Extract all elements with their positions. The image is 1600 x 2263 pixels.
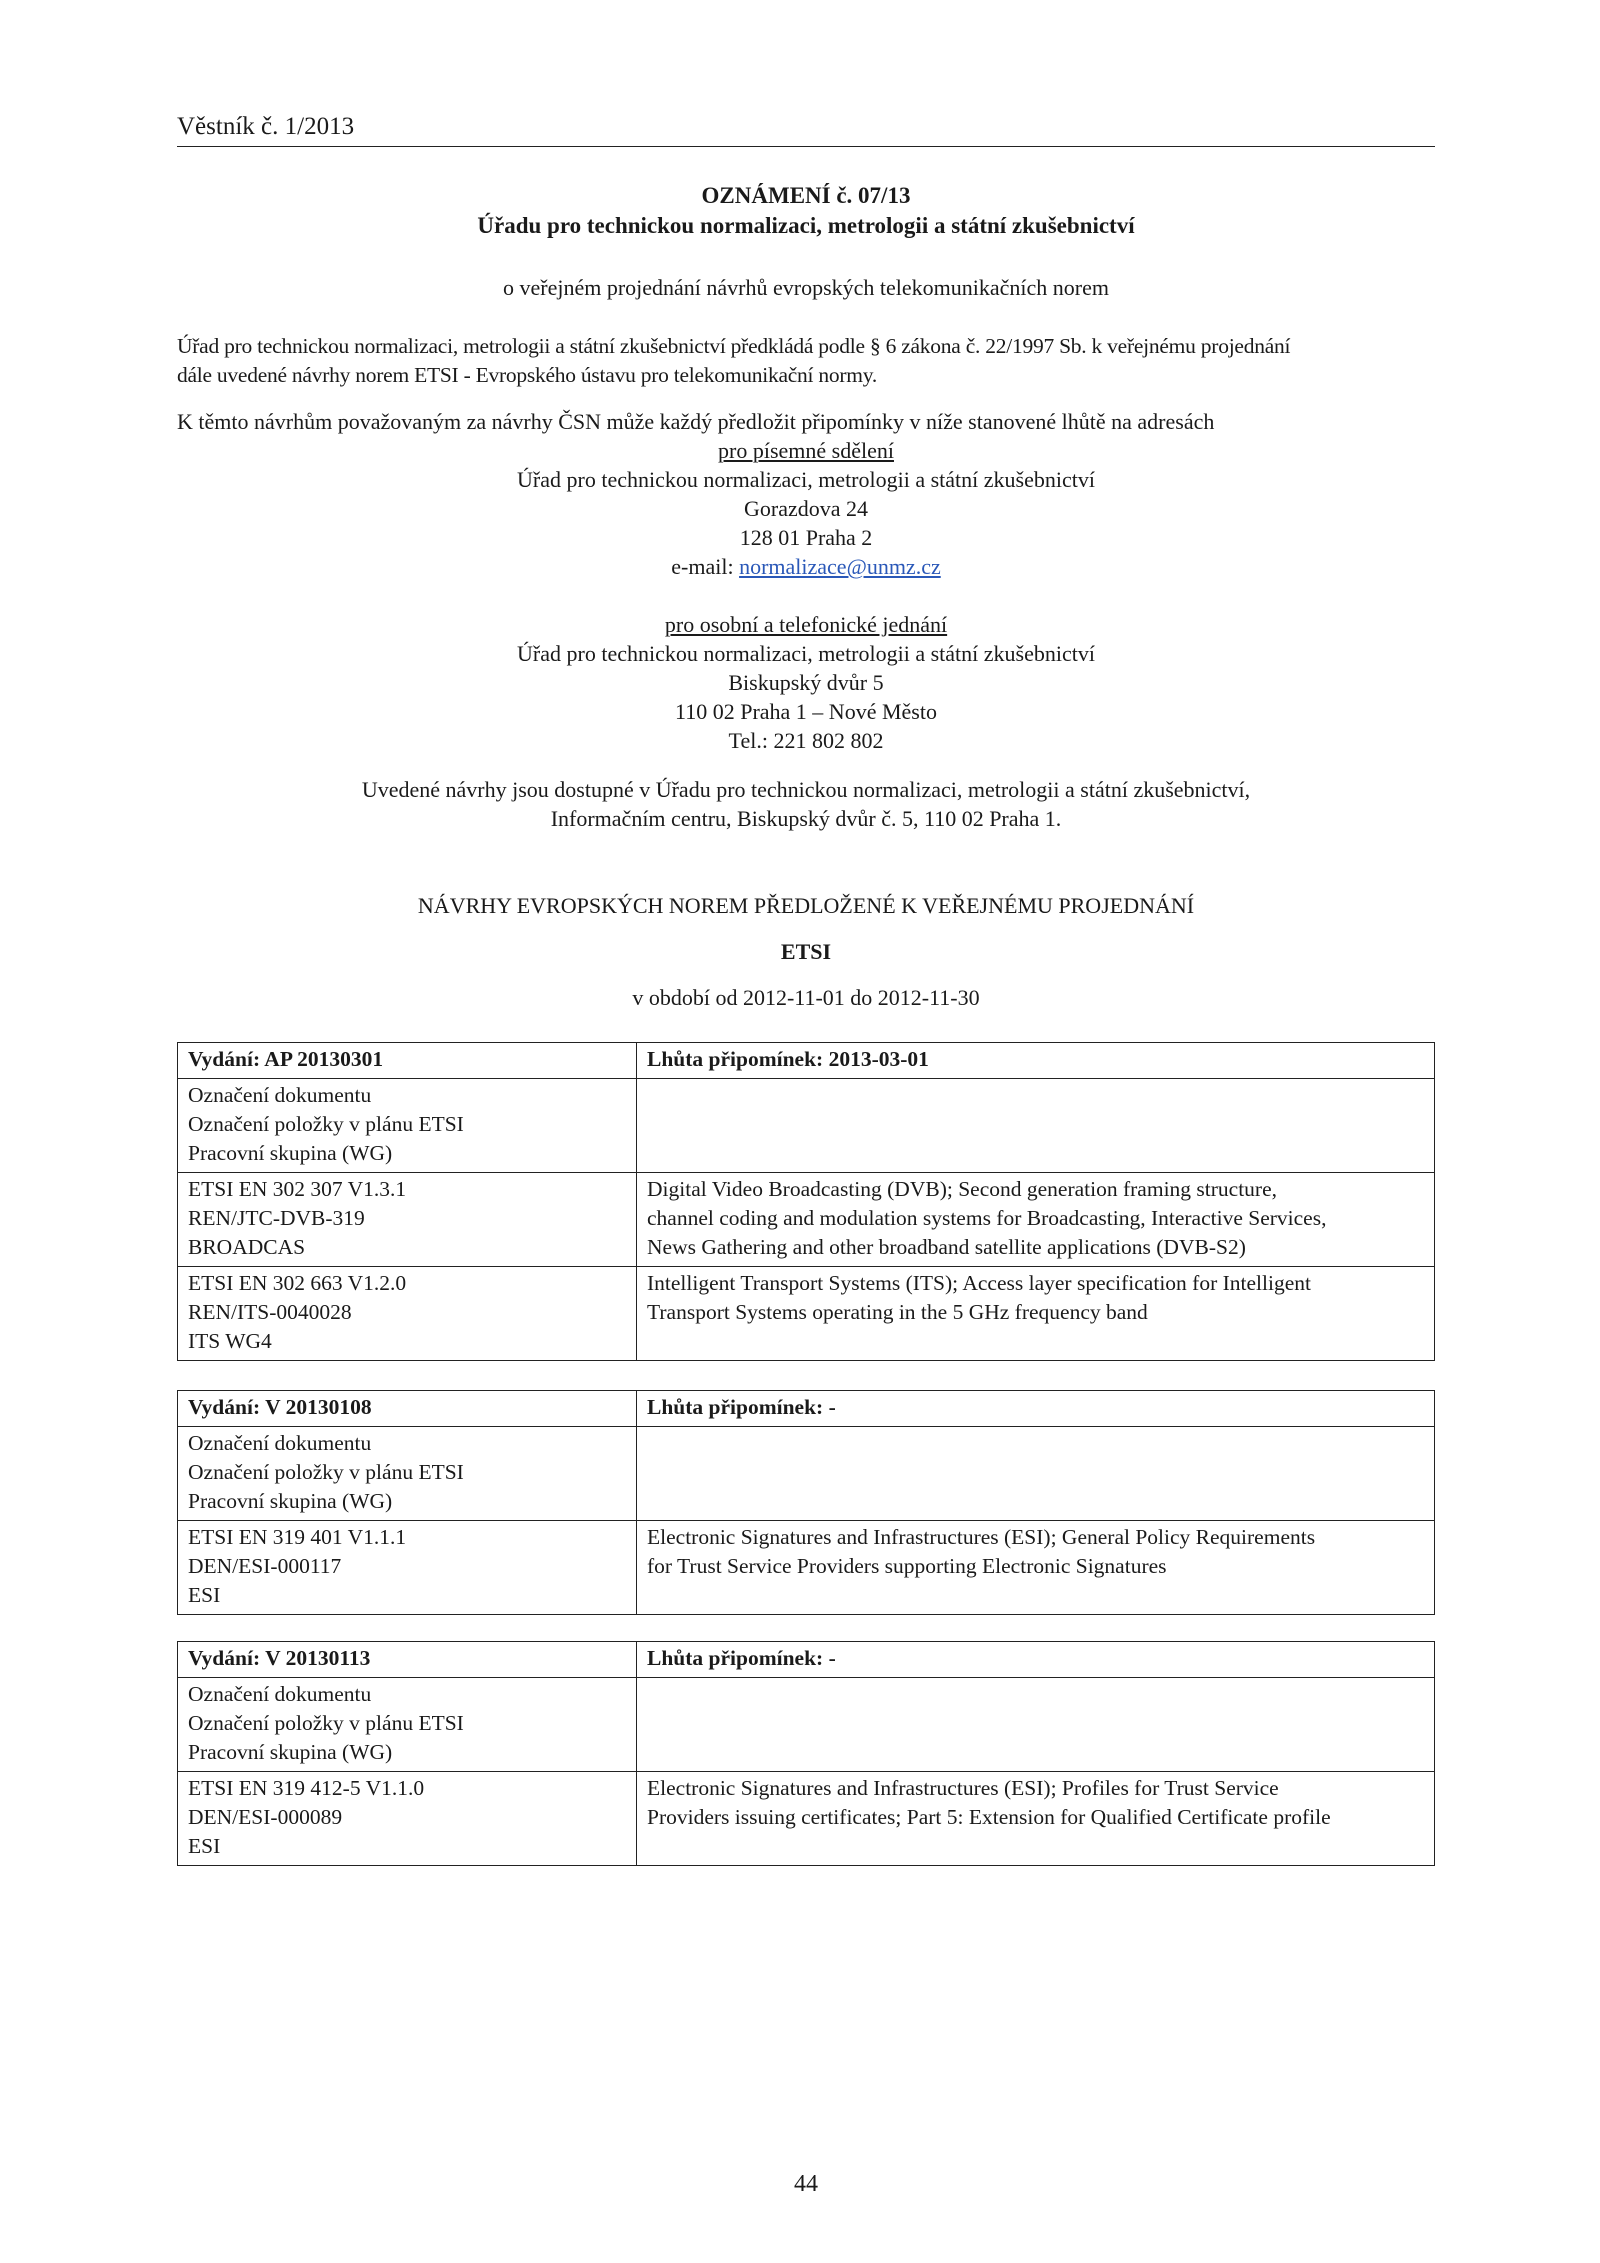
empty-cell	[637, 1678, 1435, 1772]
working-group: ITS WG4	[188, 1329, 272, 1353]
legend-item: Označení položky v plánu ETSI	[188, 1112, 464, 1136]
doc-id-cell	[178, 1772, 637, 1866]
table-row	[178, 1521, 1435, 1615]
table-row	[178, 1772, 1435, 1866]
legend-doc: Označení dokumentu	[188, 1083, 372, 1107]
personal-phone: Tel.: 221 802 802	[728, 728, 884, 753]
availability-paragraph	[177, 775, 1435, 833]
work-item: REN/ITS-0040028	[188, 1300, 352, 1324]
deadline-cell: Lhůta připomínek: -	[637, 1391, 1435, 1427]
doc-title-line: for Trust Service Providers supporting Electronic Signatures	[647, 1554, 1167, 1578]
intro-line: Úřad pro technickou normalizaci, metrologii a státní zkušebnictví předkládá podle § 6 zákona č. 22/1997 Sb. k veřejnému projednání	[177, 334, 1291, 358]
legend-wg: Pracovní skupina (WG)	[188, 1141, 393, 1165]
availability-line: Informačním centru, Biskupský dvůr č. 5, 110 02 Praha 1.	[550, 806, 1062, 831]
section-org: ETSI	[780, 939, 832, 964]
work-item: REN/JTC-DVB-319	[188, 1206, 365, 1230]
doc-title-line: News Gathering and other broadband satellite applications (DVB-S2)	[647, 1235, 1246, 1259]
personal-city: 110 02 Praha 1 – Nové Město	[675, 699, 937, 724]
table-row	[178, 1173, 1435, 1267]
legend-wg: Pracovní skupina (WG)	[188, 1740, 393, 1764]
table-row	[178, 1267, 1435, 1361]
written-org: Úřad pro technickou normalizaci, metrologii a státní zkušebnictví	[517, 467, 1095, 492]
written-email-line	[177, 552, 1435, 581]
standards-table	[177, 1042, 1435, 1361]
doc-id: ETSI EN 319 412-5 V1.1.0	[188, 1776, 425, 1800]
personal-heading: pro osobní a telefonické jednání	[664, 612, 948, 637]
doc-id-cell	[178, 1267, 637, 1361]
legend-cell	[178, 1678, 637, 1772]
issue-cell: Vydání: V 20130113	[178, 1642, 637, 1678]
doc-title-cell	[637, 1521, 1435, 1615]
doc-title-line: channel coding and modulation systems for Broadcasting, Interactive Services,	[647, 1206, 1327, 1230]
doc-title-line: Intelligent Transport Systems (ITS); Access layer specification for Intelligent	[647, 1271, 1311, 1295]
doc-title-cell	[637, 1772, 1435, 1866]
page-header	[177, 112, 1435, 147]
page-number: 44	[794, 2171, 818, 2197]
personal-street: Biskupský dvůr 5	[728, 670, 884, 695]
personal-address-block	[177, 610, 1435, 755]
section-heading: NÁVRHY EVROPSKÝCH NOREM PŘEDLOŽENÉ K VEŘEJNÉMU PROJEDNÁNÍ	[417, 893, 1195, 918]
written-street: Gorazdova 24	[743, 496, 868, 521]
legend-row	[178, 1678, 1435, 1772]
deadline-cell: Lhůta připomínek: 2013-03-01	[637, 1043, 1435, 1079]
table-header-row	[178, 1642, 1435, 1678]
doc-id: ETSI EN 302 663 V1.2.0	[188, 1271, 407, 1295]
doc-title-line: Electronic Signatures and Infrastructures (ESI); General Policy Requirements	[647, 1525, 1316, 1549]
empty-cell	[637, 1427, 1435, 1521]
empty-cell	[637, 1079, 1435, 1173]
table-header-row	[178, 1043, 1435, 1079]
standards-table	[177, 1641, 1435, 1866]
working-group: ESI	[188, 1834, 221, 1858]
doc-id: ETSI EN 319 401 V1.1.1	[188, 1525, 407, 1549]
legend-item: Označení položky v plánu ETSI	[188, 1460, 464, 1484]
standards-table	[177, 1390, 1435, 1615]
announcement-subtitle: o veřejném projednání návrhů evropských telekomunikačních norem	[502, 275, 1110, 300]
written-address-block	[177, 436, 1435, 581]
table-header-row	[178, 1391, 1435, 1427]
work-item: DEN/ESI-000117	[188, 1554, 342, 1578]
written-city: 128 01 Praha 2	[739, 525, 873, 550]
intro-paragraph	[177, 332, 1435, 390]
doc-title-line: Transport Systems operating in the 5 GHz frequency band	[647, 1300, 1148, 1324]
legend-cell	[178, 1079, 637, 1173]
doc-title-line: Providers issuing certificates; Part 5: Extension for Qualified Certificate profile	[647, 1805, 1331, 1829]
announcement-title: OZNÁMENÍ č. 07/13	[701, 183, 911, 208]
doc-title-cell	[637, 1173, 1435, 1267]
work-item: DEN/ESI-000089	[188, 1805, 343, 1829]
working-group: BROADCAS	[188, 1235, 306, 1259]
section-period: v období od 2012-11-01 do 2012-11-30	[632, 985, 980, 1010]
email-link[interactable]: normalizace@unmz.cz	[739, 554, 941, 579]
legend-wg: Pracovní skupina (WG)	[188, 1489, 393, 1513]
legend-doc: Označení dokumentu	[188, 1431, 372, 1455]
legend-doc: Označení dokumentu	[188, 1682, 372, 1706]
working-group: ESI	[188, 1583, 221, 1607]
legend-row	[178, 1427, 1435, 1521]
personal-org: Úřad pro technickou normalizaci, metrologii a státní zkušebnictví	[517, 641, 1095, 666]
issue-cell: Vydání: V 20130108	[178, 1391, 637, 1427]
availability-line: Uvedené návrhy jsou dostupné v Úřadu pro technickou normalizaci, metrologii a státní zkušebnictví,	[361, 777, 1251, 802]
deadline-cell: Lhůta připomínek: -	[637, 1642, 1435, 1678]
email-label: e-mail:	[671, 554, 740, 579]
doc-title-line: Digital Video Broadcasting (DVB); Second generation framing structure,	[647, 1177, 1278, 1201]
doc-id-cell	[178, 1173, 637, 1267]
legend-row	[178, 1079, 1435, 1173]
doc-title-line: Electronic Signatures and Infrastructures (ESI); Profiles for Trust Service	[647, 1776, 1279, 1800]
legend-cell	[178, 1427, 637, 1521]
doc-title-cell	[637, 1267, 1435, 1361]
legend-item: Označení položky v plánu ETSI	[188, 1711, 464, 1735]
doc-id-cell	[178, 1521, 637, 1615]
intro-line: dále uvedené návrhy norem ETSI - Evropského ústavu pro telekomunikační normy.	[177, 363, 878, 387]
issue-cell: Vydání: AP 20130301	[178, 1043, 637, 1079]
written-heading: pro písemné sdělení	[718, 438, 894, 463]
bulletin-title: Věstník č. 1/2013	[177, 113, 355, 140]
comments-paragraph: K těmto návrhům považovaným za návrhy ČSN může každý předložit připomínky v níže stanovené lhůtě na adresách	[177, 409, 1215, 434]
doc-id: ETSI EN 302 307 V1.3.1	[188, 1177, 407, 1201]
announcement-issuer: Úřadu pro technickou normalizaci, metrologii a státní zkušebnictví	[477, 213, 1135, 238]
